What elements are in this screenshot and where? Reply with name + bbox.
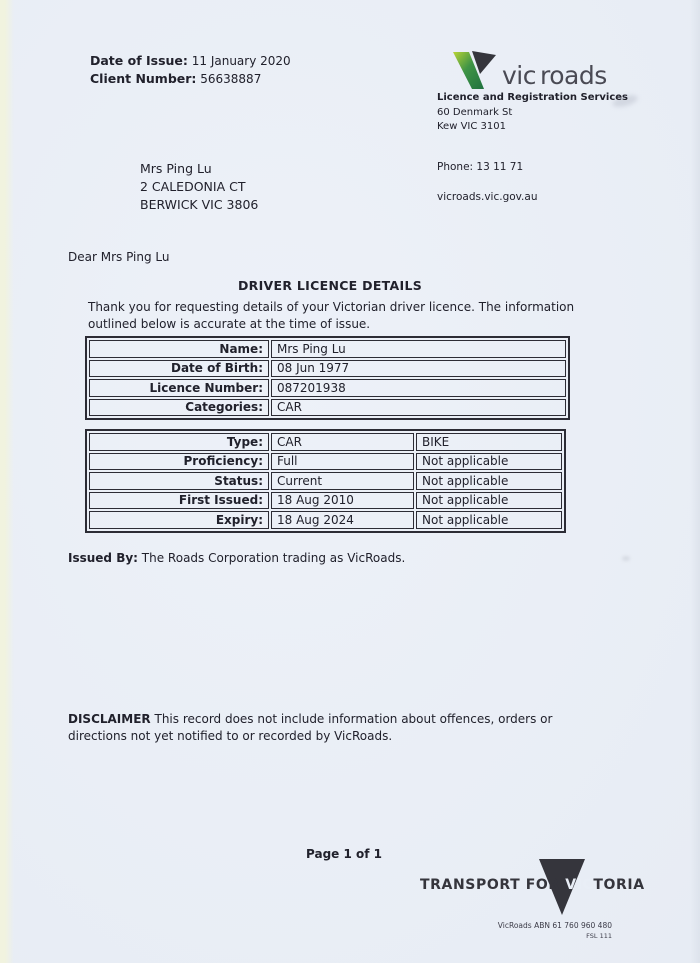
licence-table [85, 429, 566, 533]
table-row [89, 433, 562, 451]
date-of-issue-value: 11 January 2020 [191, 54, 291, 68]
disclaimer-label: DISCLAIMER [68, 712, 151, 726]
client-number-line [90, 70, 291, 88]
letterhead [437, 46, 657, 132]
bike-cell: Not applicable [416, 492, 562, 510]
tfv-part2: VIC [565, 877, 594, 893]
car-cell: CAR [271, 433, 414, 451]
website-line: vicroads.vic.gov.au [437, 191, 538, 203]
tfv-part1: TRANSPORT FOR [420, 877, 566, 893]
issued-by-text: The Roads Corporation trading as VicRoads. [141, 551, 406, 565]
brand-vic: vic [502, 61, 536, 90]
recipient-address [140, 160, 258, 214]
abn-line: VicRoads ABN 61 760 960 480 [497, 921, 612, 930]
table-row [89, 340, 566, 358]
letterhead-street: 60 Denmark St [437, 106, 513, 118]
footer-fineprint [432, 921, 612, 940]
details-table [85, 336, 570, 420]
transport-for-victoria-text [420, 877, 645, 893]
row-value: Mrs Ping Lu [271, 340, 566, 358]
bike-cell: Not applicable [416, 453, 562, 471]
document-meta [90, 52, 291, 88]
bike-cell: BIKE [416, 433, 562, 451]
row-value: CAR [271, 399, 566, 417]
brand-roads: roads [540, 61, 607, 90]
row-label: Proficiency: [89, 453, 269, 471]
vicroads-logo [437, 46, 657, 90]
service-line: Licence and Registration Services [437, 92, 629, 103]
client-number-value: 56638887 [200, 72, 262, 86]
row-label: Type: [89, 433, 269, 451]
transport-for-victoria-logo [420, 857, 645, 919]
row-label: Expiry: [89, 511, 269, 529]
table-row [89, 472, 562, 490]
row-label: First Issued: [89, 492, 269, 510]
table-row [89, 399, 566, 417]
page-indicator: Page 1 of 1 [306, 847, 382, 861]
issued-by-label: Issued By: [68, 551, 138, 565]
row-label: Licence Number: [89, 379, 269, 397]
form-code: FSL 111 [586, 932, 612, 940]
row-label: Date of Birth: [89, 360, 269, 378]
table-row [89, 379, 566, 397]
recipient-street: 2 CALEDONIA CT [140, 179, 246, 194]
row-value: 08 Jun 1977 [271, 360, 566, 378]
recipient-suburb: BERWICK VIC 3806 [140, 197, 259, 212]
disclaimer-text: This record does not include information about offences, orders or directions not yet notified to or recorded by VicRoads. [68, 712, 553, 743]
disclaimer-paragraph [68, 711, 590, 745]
letterhead-suburb: Kew VIC 3101 [437, 121, 506, 132]
car-cell: Full [271, 453, 414, 471]
row-value: 087201938 [271, 379, 566, 397]
table-row [89, 492, 562, 510]
intro-paragraph: Thank you for requesting details of your Victorian driver licence. The information outlined below is accurate at the time of issue. [88, 300, 575, 331]
bike-cell: Not applicable [416, 511, 562, 529]
car-cell: 18 Aug 2010 [271, 492, 414, 510]
date-of-issue-label: Date of Issue: [90, 53, 188, 68]
car-cell: 18 Aug 2024 [271, 511, 414, 529]
phone-line: Phone: 13 11 71 [437, 161, 524, 173]
page-title: DRIVER LICENCE DETAILS [237, 278, 423, 293]
row-label: Categories: [89, 399, 269, 417]
issued-by-line [68, 551, 405, 565]
scan-artifact [622, 556, 630, 561]
car-cell: Current [271, 472, 414, 490]
salutation: Dear Mrs Ping Lu [68, 250, 170, 264]
table-row [89, 453, 562, 471]
brand-text [502, 63, 607, 90]
date-of-issue-line [90, 52, 291, 70]
tfv-part3: TORIA [593, 877, 645, 893]
bike-cell: Not applicable [416, 472, 562, 490]
recipient-name: Mrs Ping Lu [140, 161, 212, 176]
table-row [89, 511, 562, 529]
row-label: Name: [89, 340, 269, 358]
vicroads-checkmark-icon [450, 48, 502, 90]
row-label: Status: [89, 472, 269, 490]
table-row [89, 360, 566, 378]
client-number-label: Client Number: [90, 71, 197, 86]
